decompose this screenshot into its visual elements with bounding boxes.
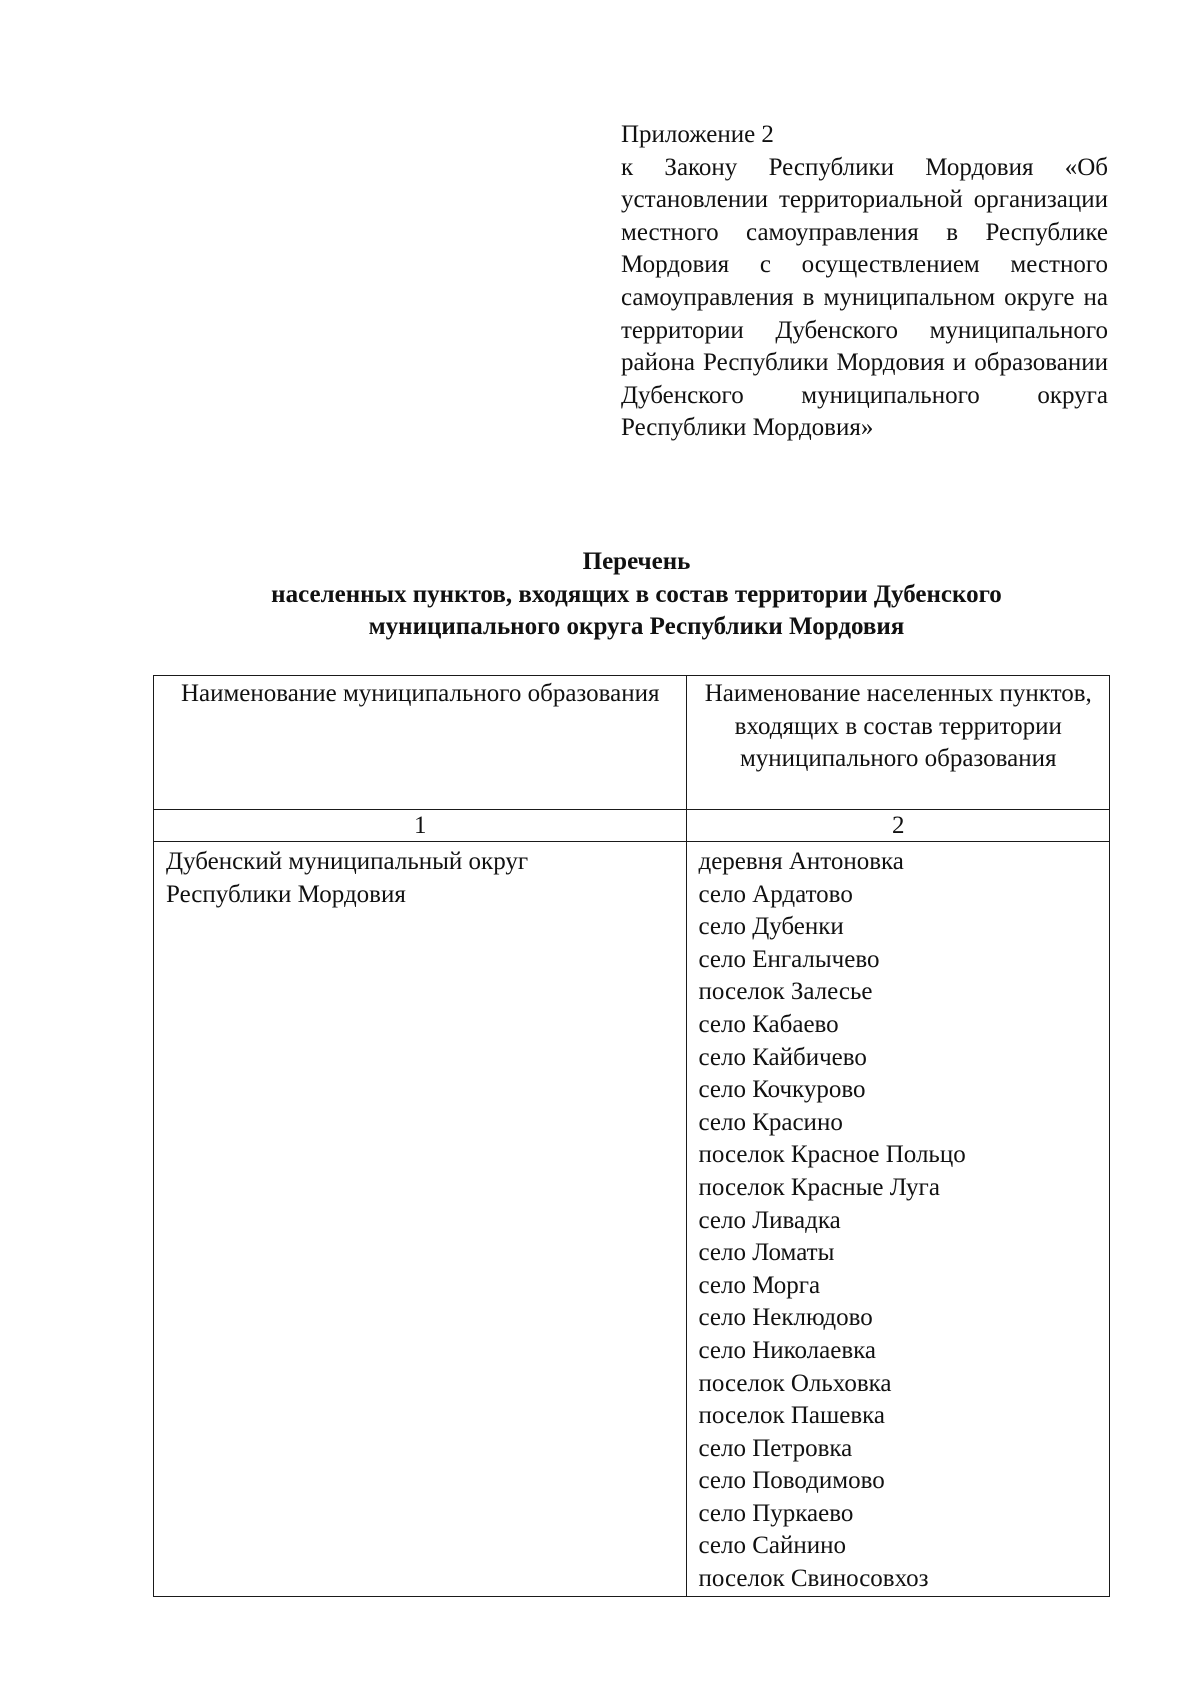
table-row bbox=[154, 842, 1110, 1597]
municipality-cell bbox=[154, 842, 687, 1597]
list-item: село Николаевка bbox=[698, 1336, 877, 1364]
list-item: село Поводимово bbox=[698, 1467, 885, 1495]
appendix-law-reference: к Закону Республики Мордовия «Об установлении территориальной организации местного самоуправления в Республике Мордовия с осуществлением местного самоуправления в муниципальном округе на территории Дубенского муниципального района Республики Мордовия и образовании Дубенского муниципального округа Республики Мордовия» bbox=[621, 153, 1108, 442]
document-heading bbox=[120, 546, 1153, 644]
list-item: село Кайбичево bbox=[698, 1043, 867, 1071]
column-header-settlements: Наименование населенных пунктов, входящих в состав территории муниципального образования bbox=[687, 676, 1110, 810]
list-item: село Ломаты bbox=[698, 1239, 835, 1267]
list-item: село Енгалычево bbox=[698, 945, 880, 973]
heading-line-3: муниципального округа Республики Мордовия bbox=[368, 613, 905, 640]
list-item: село Красино bbox=[698, 1108, 843, 1136]
settlements-list bbox=[698, 846, 1109, 1596]
list-item: село Ардатово bbox=[698, 880, 853, 908]
table-header-row bbox=[154, 676, 1110, 810]
heading-line-2: населенных пунктов, входящих в состав территории Дубенского bbox=[271, 580, 1002, 608]
list-item: поселок Красные Луга bbox=[698, 1173, 940, 1201]
list-item: село Пуркаево bbox=[698, 1499, 854, 1527]
list-item: поселок Залесье bbox=[698, 978, 873, 1006]
list-item: село Сайнино bbox=[698, 1532, 846, 1560]
list-item: село Петровка bbox=[698, 1434, 853, 1462]
column-number-1: 1 bbox=[154, 810, 687, 842]
heading-line-1: Перечень bbox=[582, 548, 691, 575]
municipality-name-line-2: Республики Мордовия bbox=[166, 880, 406, 908]
list-item: село Кочкурово bbox=[698, 1076, 866, 1104]
list-item: село Дубенки bbox=[698, 913, 844, 941]
list-item: поселок Пашевка bbox=[698, 1402, 886, 1430]
column-number-row bbox=[154, 810, 1110, 842]
settlements-cell bbox=[687, 842, 1110, 1597]
settlements-table bbox=[153, 675, 1110, 1597]
list-item: поселок Ольховка bbox=[698, 1369, 892, 1397]
list-item: село Ливадка bbox=[698, 1206, 841, 1234]
municipality-name-line-1: Дубенский муниципальный округ bbox=[166, 848, 529, 875]
column-header-municipality: Наименование муниципального образования bbox=[154, 676, 687, 810]
list-item: село Морга bbox=[698, 1271, 821, 1299]
list-item: поселок Красное Польцо bbox=[698, 1141, 966, 1169]
list-item: село Кабаево bbox=[698, 1010, 839, 1038]
appendix-header bbox=[621, 119, 1108, 445]
list-item: деревня Антоновка bbox=[698, 848, 904, 875]
appendix-title: Приложение 2 bbox=[621, 121, 774, 148]
list-item: поселок Свиносовхоз bbox=[698, 1565, 929, 1593]
municipality-name bbox=[166, 846, 686, 911]
column-number-2: 2 bbox=[687, 810, 1110, 842]
list-item: село Неклюдово bbox=[698, 1304, 873, 1332]
